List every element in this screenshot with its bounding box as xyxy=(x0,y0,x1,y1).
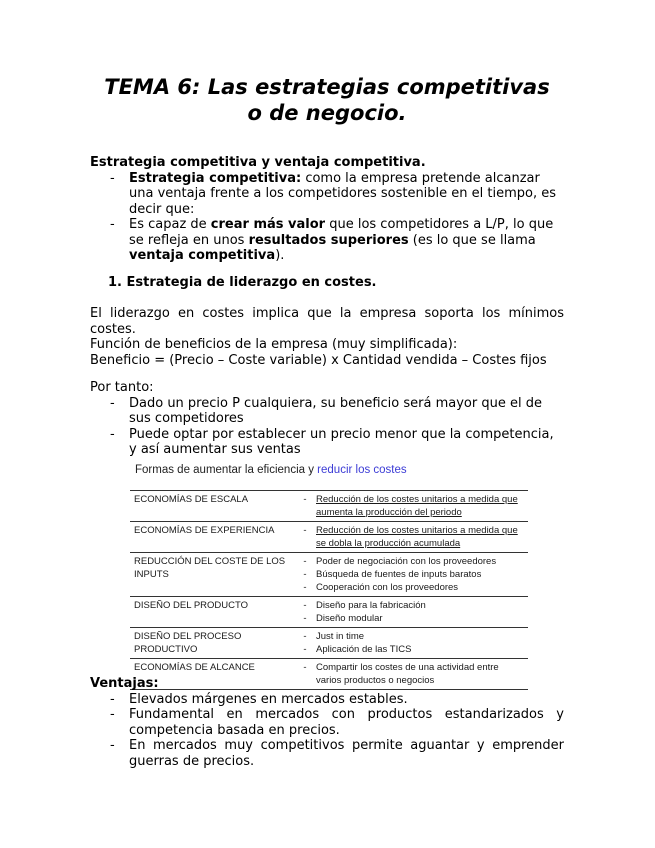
item-text: (es lo que se llama xyxy=(408,232,536,248)
list-item xyxy=(90,217,564,264)
numbered-heading: 1. Estrategia de liderazgo en costes. xyxy=(108,275,377,290)
efficiency-table xyxy=(130,490,528,690)
row-item: Reducción de los costes unitarios a medida que aumenta la producción del periodo xyxy=(316,494,518,518)
dash-marker: - xyxy=(110,707,115,722)
item-text: En mercados muy competitivos permite aguantar y emprender guerras de precios. xyxy=(129,738,564,769)
list-item xyxy=(90,707,564,738)
table-row xyxy=(130,522,528,553)
section-advantages xyxy=(90,676,564,769)
bold-term: crear más valor xyxy=(210,217,326,232)
dash-marker: - xyxy=(110,426,115,442)
bullet-list xyxy=(90,396,564,458)
list-item xyxy=(90,738,564,769)
title-line-1: TEMA 6: Las estrategias competitivas xyxy=(104,75,550,99)
paragraph: Función de beneficios de la empresa (muy simplificada): xyxy=(90,337,458,352)
list-item xyxy=(90,171,564,218)
row-name: DISEÑO DEL PRODUCTO xyxy=(134,600,249,611)
dash-marker: - xyxy=(303,662,307,673)
item-text: Puede optar por establecer un precio menor que la competencia, y así aumentar sus ventas xyxy=(129,426,554,457)
table-row xyxy=(130,628,528,659)
row-item: Compartir los costes de una actividad entre varios productos o negocios xyxy=(316,662,499,686)
dash-marker: - xyxy=(303,569,307,580)
dash-column xyxy=(298,628,312,659)
dash-marker: - xyxy=(303,556,307,567)
item-text: que los competidores a L/P, lo que se refleja en unos xyxy=(129,217,554,248)
section-cost-leadership-heading xyxy=(90,275,564,291)
row-item: Cooperación con los proveedores xyxy=(316,582,459,593)
item-text: Dado un precio P cualquiera, su beneficio será mayor que el de sus competidores xyxy=(129,395,542,426)
caption-link[interactable]: reducir los costes xyxy=(317,464,407,476)
item-text: Es capaz de xyxy=(129,217,211,232)
dash-marker: - xyxy=(303,582,307,593)
row-item: Diseño para la fabricación xyxy=(316,600,426,611)
row-item: Diseño modular xyxy=(316,613,383,624)
row-item: Búsqueda de fuentes de inputs baratos xyxy=(316,569,482,580)
row-item: Just in time xyxy=(316,631,365,642)
dash-marker: - xyxy=(303,525,307,536)
dash-marker: - xyxy=(303,494,307,505)
dash-marker: - xyxy=(303,613,307,624)
list-item xyxy=(90,692,564,708)
dash-marker: - xyxy=(110,217,115,232)
list-item xyxy=(90,396,564,427)
dash-marker: - xyxy=(303,600,307,611)
row-item: Reducción de los costes unitarios a medida que se dobla la producción acumulada xyxy=(316,525,518,549)
dash-marker: - xyxy=(303,644,307,655)
bold-term: ventaja competitiva xyxy=(129,248,276,263)
bullet-list xyxy=(90,171,564,264)
formula: Beneficio = (Precio – Coste variable) x Cantidad vendida – Costes fijos xyxy=(90,352,547,368)
row-item: Aplicación de las TICS xyxy=(316,644,412,655)
row-name: ECONOMÍAS DE ALCANCE xyxy=(134,662,255,673)
caption-text: Formas de aumentar la eficiencia y xyxy=(135,464,318,476)
title-line-2: o de negocio. xyxy=(247,101,407,125)
paragraph: El liderazgo en costes implica que la empresa soporta los mínimos costes. xyxy=(90,306,564,337)
row-items xyxy=(312,597,528,628)
item-text: como la empresa pretende alcanzar una ventaja frente a los competidores sostenible en el tiempo, es decir que: xyxy=(129,170,557,217)
table-row xyxy=(130,553,528,597)
row-name: ECONOMÍAS DE ESCALA xyxy=(134,494,249,505)
dash-column xyxy=(298,553,312,597)
table-row xyxy=(130,597,528,628)
dash-marker: - xyxy=(110,395,115,411)
section-therefore xyxy=(90,380,564,458)
row-items xyxy=(312,553,528,597)
dash-marker: - xyxy=(110,691,115,707)
row-items xyxy=(312,628,528,659)
bold-term: Estrategia competitiva: xyxy=(129,170,302,186)
table-row xyxy=(130,491,528,522)
dash-marker: - xyxy=(110,738,115,753)
paragraph: Por tanto: xyxy=(90,380,154,395)
section-heading: Estrategia competitiva y ventaja competitiva. xyxy=(90,155,426,170)
dash-marker: - xyxy=(110,170,115,186)
row-item: Poder de negociación con los proveedores xyxy=(316,556,497,567)
item-text: Elevados márgenes en mercados estables. xyxy=(129,691,408,707)
section-heading: Ventajas: xyxy=(90,676,159,691)
table-caption xyxy=(135,464,407,476)
section-cost-leadership-body xyxy=(90,306,564,368)
row-name: DISEÑO DEL PROCESO PRODUCTIVO xyxy=(134,631,242,655)
list-item xyxy=(90,427,564,458)
dash-column xyxy=(298,597,312,628)
row-name: ECONOMÍAS DE EXPERIENCIA xyxy=(134,525,275,536)
row-name: REDUCCIÓN DEL COSTE DE LOS INPUTS xyxy=(134,556,286,580)
item-text: Fundamental en mercados con productos estandarizados y competencia basada en precios. xyxy=(129,707,564,738)
bullet-list xyxy=(90,692,564,770)
section-competitive-strategy xyxy=(90,155,564,264)
bold-term: resultados superiores xyxy=(248,232,409,248)
page-title xyxy=(90,74,564,126)
dash-marker: - xyxy=(303,631,307,642)
item-text: ). xyxy=(275,248,285,263)
